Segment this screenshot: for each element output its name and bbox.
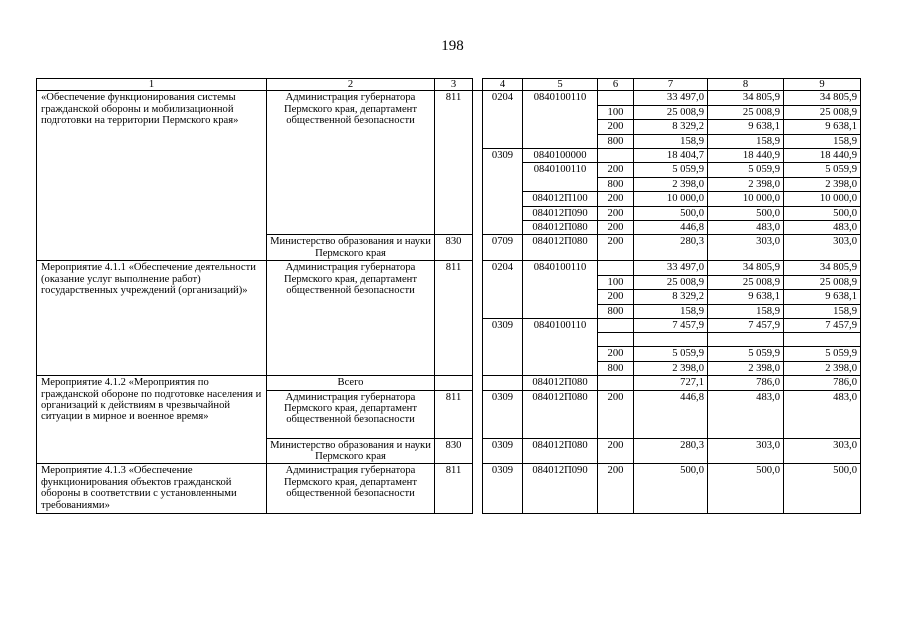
expense-type: 200 [598,206,634,220]
value-7: 5 059,9 [634,347,708,361]
value-8: 9 638,1 [708,290,784,304]
col-header-3: 3 [435,79,473,91]
value-7: 25 008,9 [634,275,708,289]
page-number: 198 [441,38,464,54]
measure-name: Мероприятие 4.1.3 «Обеспечение функционирования объектов гражданской обороны в соответствии с установленными требованиями» [37,464,267,514]
target-code: 0840100110 [523,318,598,375]
col-header-5: 5 [523,79,598,91]
value-7: 500,0 [634,206,708,220]
value-8: 25 008,9 [708,275,784,289]
org-name: Министерство образования и науки Пермского края [267,438,435,464]
expense-type: 800 [598,134,634,148]
expense-type: 200 [598,120,634,134]
table-row [37,464,861,514]
expense-type [598,318,634,332]
org-name: Министерство образования и науки Пермского края [267,235,435,261]
value-9: 25 008,9 [784,105,861,119]
expense-type: 800 [598,361,634,375]
value-7: 158,9 [634,304,708,318]
target-code: 084012П100 [523,192,598,206]
value-8: 2 398,0 [708,361,784,375]
org-code: 811 [435,390,473,438]
expense-type: 200 [598,390,634,438]
value-8: 500,0 [708,464,784,514]
value-8: 158,9 [708,134,784,148]
target-code: 084012П080 [523,390,598,438]
value-8: 34 805,9 [708,91,784,105]
org-code: 830 [435,235,473,261]
col-header-9: 9 [784,79,861,91]
value-9: 2 398,0 [784,177,861,191]
value-9: 9 638,1 [784,120,861,134]
measure-name: Мероприятие 4.1.1 «Обеспечение деятельности (оказание услуг выполнение работ) государственных учреждений (организаций)» [37,261,267,376]
value-7: 33 497,0 [634,91,708,105]
value-7: 5 059,9 [634,163,708,177]
target-code: 084012П080 [523,376,598,390]
value-7: 18 404,7 [634,149,708,163]
total-label: Всего [267,376,435,390]
value-8: 9 638,1 [708,120,784,134]
section-code: 0309 [483,149,523,235]
value-8: 483,0 [708,221,784,235]
col-header-2: 2 [267,79,435,91]
target-code: 0840100110 [523,91,598,149]
section-code: 0204 [483,261,523,319]
value-8: 5 059,9 [708,163,784,177]
table-row [37,376,861,390]
value-7: 446,8 [634,221,708,235]
expense-type: 800 [598,177,634,191]
value-8: 158,9 [708,304,784,318]
expense-type: 200 [598,221,634,235]
value-8: 7 457,9 [708,318,784,332]
value-7: 10 000,0 [634,192,708,206]
target-code: 0840100000 [523,149,598,163]
expense-type: 200 [598,438,634,464]
value-9: 7 457,9 [784,318,861,332]
org-code: 811 [435,464,473,514]
value-9: 483,0 [784,221,861,235]
value-9: 158,9 [784,304,861,318]
value-7: 280,3 [634,438,708,464]
section-code: 0309 [483,390,523,438]
value-7: 500,0 [634,464,708,514]
section-code: 0309 [483,318,523,375]
org-name: Администрация губернатора Пермского края, департамент общественной безопасности [267,261,435,376]
target-code: 084012П090 [523,206,598,220]
expense-type: 200 [598,192,634,206]
target-code: 084012П090 [523,464,598,514]
value-9: 34 805,9 [784,91,861,105]
value-9: 303,0 [784,438,861,464]
value-9: 25 008,9 [784,275,861,289]
section-code: 0204 [483,91,523,149]
target-code: 084012П080 [523,235,598,261]
value-9: 10 000,0 [784,192,861,206]
col-header-1: 1 [37,79,267,91]
org-code: 830 [435,438,473,464]
value-7: 8 329,2 [634,120,708,134]
target-code: 0840100110 [523,261,598,319]
value-7: 727,1 [634,376,708,390]
value-7: 2 398,0 [634,177,708,191]
expense-type: 200 [598,464,634,514]
value-8: 25 008,9 [708,105,784,119]
value-8: 2 398,0 [708,177,784,191]
value-9: 500,0 [784,464,861,514]
value-7: 158,9 [634,134,708,148]
expense-type [598,91,634,105]
measure-name: Мероприятие 4.1.2 «Мероприятия по гражданской обороне по подготовке населения и организаций к действиям в чрезвычайной ситуации в мирное и военное время» [37,376,267,464]
value-8: 34 805,9 [708,261,784,275]
value-7: 7 457,9 [634,318,708,332]
value-9: 500,0 [784,206,861,220]
expense-type [598,261,634,275]
program-name: «Обеспечение функционирования системы гражданской обороны и мобилизационной подготовки на территории Пермского края» [37,91,267,261]
expense-type: 100 [598,105,634,119]
value-9: 34 805,9 [784,261,861,275]
value-8: 18 440,9 [708,149,784,163]
value-8: 500,0 [708,206,784,220]
value-7: 25 008,9 [634,105,708,119]
target-code: 084012П080 [523,221,598,235]
value-9: 483,0 [784,390,861,438]
expense-type: 200 [598,347,634,361]
section-code: 0309 [483,438,523,464]
value-7: 33 497,0 [634,261,708,275]
value-9: 9 638,1 [784,290,861,304]
org-name: Администрация губернатора Пермского края, департамент общественной безопасности [267,464,435,514]
value-8: 786,0 [708,376,784,390]
col-header-6: 6 [598,79,634,91]
col-header-4: 4 [483,79,523,91]
expense-type [598,149,634,163]
value-8: 10 000,0 [708,192,784,206]
value-7: 280,3 [634,235,708,261]
col-header-7: 7 [634,79,708,91]
budget-table [36,78,861,514]
value-9: 786,0 [784,376,861,390]
value-8: 303,0 [708,438,784,464]
org-code: 811 [435,261,473,376]
expense-type: 200 [598,235,634,261]
expense-type: 200 [598,290,634,304]
value-8: 483,0 [708,390,784,438]
header-row [37,79,861,91]
org-name: Администрация губернатора Пермского края, департамент общественной безопасности [267,390,435,438]
value-7: 8 329,2 [634,290,708,304]
value-7: 446,8 [634,390,708,438]
value-8: 5 059,9 [708,347,784,361]
value-9: 303,0 [784,235,861,261]
table-row [37,261,861,275]
expense-type: 200 [598,163,634,177]
table-row [37,91,861,105]
value-9: 158,9 [784,134,861,148]
target-code: 0840100110 [523,163,598,192]
section-code: 0709 [483,235,523,261]
value-9: 5 059,9 [784,347,861,361]
expense-type: 100 [598,275,634,289]
value-7: 2 398,0 [634,361,708,375]
value-9: 5 059,9 [784,163,861,177]
value-9: 2 398,0 [784,361,861,375]
expense-type: 800 [598,304,634,318]
section-code: 0309 [483,464,523,514]
org-name: Администрация губернатора Пермского края, департамент общественной безопасности [267,91,435,235]
target-code: 084012П080 [523,438,598,464]
value-9: 18 440,9 [784,149,861,163]
org-code: 811 [435,91,473,235]
col-header-8: 8 [708,79,784,91]
value-8: 303,0 [708,235,784,261]
